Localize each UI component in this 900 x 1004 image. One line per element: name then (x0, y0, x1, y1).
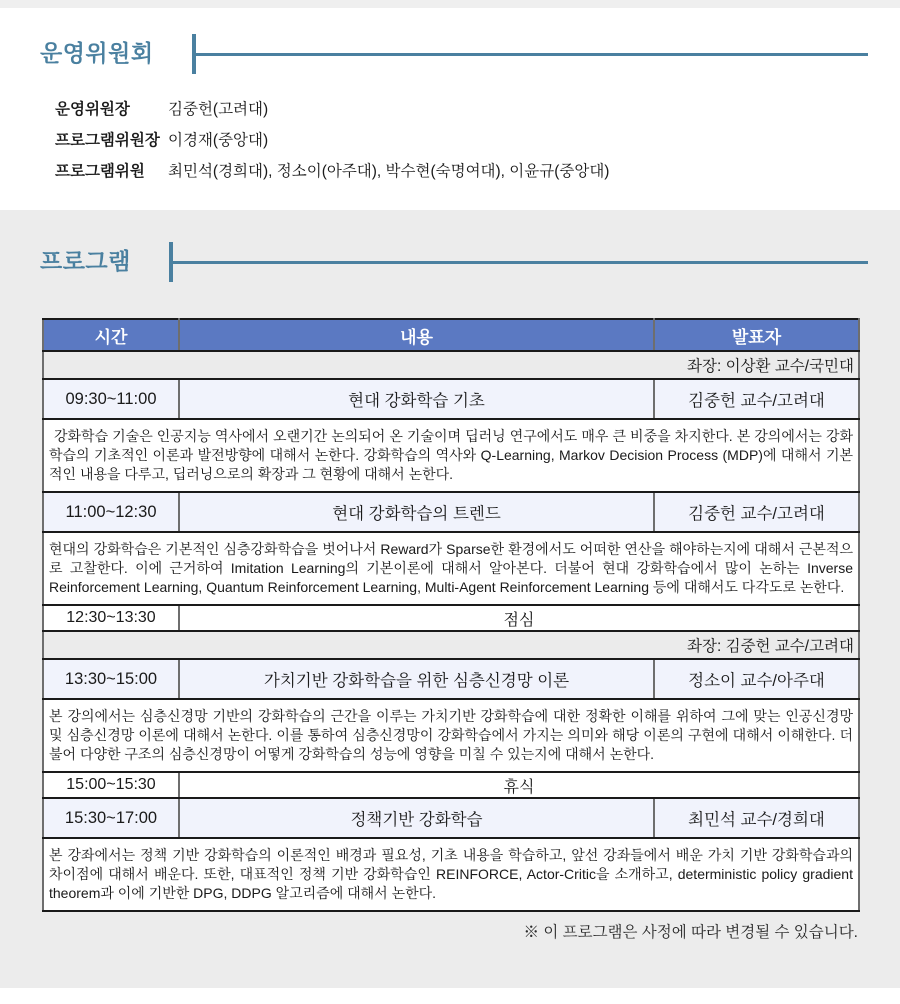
rest-row (43, 772, 859, 798)
session-title: 현대 강화학습의 트렌드 (179, 492, 654, 532)
session-title: 가치기반 강화학습을 위한 심층신경망 이론 (179, 659, 654, 699)
committee-members: 이경재(중앙대) (168, 132, 269, 149)
session-presenter: 김중헌 교수/고려대 (654, 492, 859, 532)
session-description: 본 강의에서는 심층신경망 기반의 강화학습의 근간을 이루는 가치기반 강화학습에 대한 정확한 이해를 위하여 그에 맞는 인공신경망 및 심층신경망 이론에 대해서 논한다. 이를 통하여 심층신경망이 강화학습에서 가지는 의미와 해당 이론의 구현에 대해서 이해한다. 더불어 다양한 구조의 심층신경망이 어떻게 강화학습의 성능에 영향을 미칠 수 있는지에 대해서 논한다. (43, 699, 859, 772)
committee-row (55, 156, 860, 187)
committee-heading-row (40, 34, 868, 74)
heading-accent-line (196, 53, 868, 56)
session-time: 11:00~12:30 (43, 492, 179, 532)
committee-heading: 운영위원회 (40, 40, 154, 67)
session-description-row (43, 838, 859, 911)
chair-row (43, 351, 859, 379)
program-change-note: ※ 이 프로그램은 사정에 따라 변경될 수 있습니다. (523, 924, 858, 942)
session-title: 현대 강화학습 기초 (179, 379, 654, 419)
session-row (43, 379, 859, 419)
break-time: 15:00~15:30 (43, 772, 179, 798)
session-description: 본 강좌에서는 정책 기반 강화학습의 이론적인 배경과 필요성, 기초 내용을 학습하고, 앞선 강좌들에서 배운 가치 기반 강화학습과의 차이점에 대해서 배운다. 또한, 대표적인 정책 기반 강화학습인 REINFORCE, Actor-Critic을 소개하고, deterministic policy gradient theorem과 이에 기반한 DPG, DDPG 알고리즘에 대해서 논한다. (43, 838, 859, 911)
break-label: 휴식 (179, 772, 859, 798)
program-heading-row (40, 242, 868, 282)
break-time: 12:30~13:30 (43, 605, 179, 631)
committee-row (55, 125, 860, 156)
session-description-row (43, 419, 859, 492)
session-time: 13:30~15:00 (43, 659, 179, 699)
program-section (0, 210, 900, 988)
program-table (42, 318, 860, 912)
program-heading: 프로그램 (40, 248, 131, 275)
column-header-presenter: 발표자 (654, 319, 859, 351)
session-row (43, 659, 859, 699)
top-strip (0, 0, 900, 8)
chair-row (43, 631, 859, 659)
table-header-row (43, 319, 859, 351)
session-presenter: 김중헌 교수/고려대 (654, 379, 859, 419)
session-description: 현대의 강화학습은 기본적인 심층강화학습을 벗어나서 Reward가 Sparse한 환경에서도 어떠한 연산을 해야하는지에 대해서 근본적으로 고찰한다. 이에 근거하여 Imitation Learning의 기본이론에 대해서 알아본다. 더불어 현대 강화학습에서 많이 논하는 Inverse Reinforcement Learning, Quantum Reinforcement Learning, Multi-Agent Reinforcement Learning 등에 대해서도 다각도로 논한다. (43, 532, 859, 605)
session-description-row (43, 532, 859, 605)
session-time: 15:30~17:00 (43, 798, 179, 838)
session-row (43, 798, 859, 838)
committee-role-label: 프로그램위원 (55, 163, 145, 180)
break-label: 점심 (179, 605, 859, 631)
column-header-content: 내용 (179, 319, 654, 351)
session-presenter: 정소이 교수/아주대 (654, 659, 859, 699)
committee-members: 김중헌(고려대) (168, 101, 269, 118)
session-presenter: 최민석 교수/경희대 (654, 798, 859, 838)
committee-section (0, 8, 900, 210)
chair-label: 좌장: 이상환 교수/국민대 (43, 351, 859, 379)
session-description: 강화학습 기술은 인공지능 역사에서 오랜기간 논의되어 온 기술이며 딥러닝 연구에서도 매우 큰 비중을 차지한다. 본 강의에서는 강화학습의 기초적인 이론과 발전방향에 대해서 논한다. 강화학습의 역사와 Q-Learning, Markov Decision Process (MDP)에 대해서 기본적인 내용을 다루고, 딥러닝으로의 확장과 그 현황에 대해서 논한다. (43, 419, 859, 492)
committee-role-label: 운영위원장 (55, 101, 130, 118)
column-header-time: 시간 (43, 319, 179, 351)
committee-members: 최민석(경희대), 정소이(아주대), 박수현(숙명여대), 이윤규(중앙대) (168, 163, 610, 180)
session-row (43, 492, 859, 532)
session-time: 09:30~11:00 (43, 379, 179, 419)
committee-list (55, 94, 860, 187)
session-description-row (43, 699, 859, 772)
heading-accent-line (173, 261, 868, 264)
committee-role-label: 프로그램위원장 (55, 132, 160, 149)
chair-label: 좌장: 김중헌 교수/고려대 (43, 631, 859, 659)
committee-row (55, 94, 860, 125)
lunch-row (43, 605, 859, 631)
session-title: 정책기반 강화학습 (179, 798, 654, 838)
